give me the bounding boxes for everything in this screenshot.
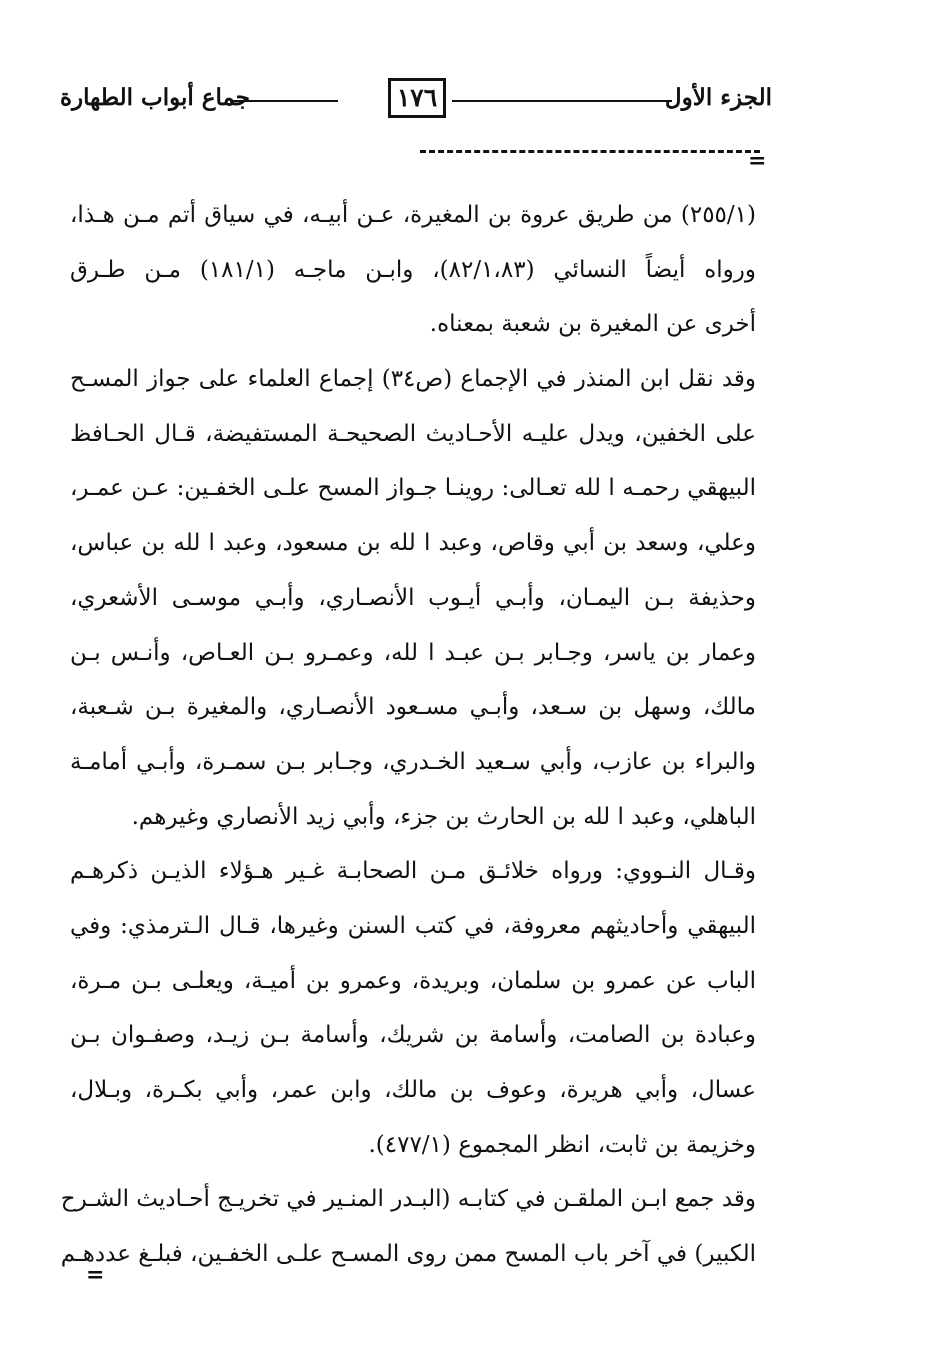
text-line: وعمار بن ياسر، وجـابر بـن عبـد ا لله، وعمـرو بـن العـاص، وأنـس بـن [70, 639, 756, 666]
header-rule-right [452, 100, 672, 102]
text-line: وخزيمة بن ثابت، انظر المجموع (٤٧٧/١). [368, 1131, 756, 1158]
text-line: البيهقي وأحاديثهم معروفة، في كتب السنن وغيرها، قـال الـترمذي: وفي [70, 912, 756, 939]
text-line: عسال، وأبي هريرة، وعوف بن مالك، وابن عمر، وأبي بكـرة، وبـلال، [70, 1077, 756, 1103]
text-line: ورواه أيضاً النسائي (٨٢/١،٨٣)، وابـن ماجـه (١٨١/١) مـن طـرق [70, 256, 756, 283]
section-title: جماع أبواب الطهارة [60, 84, 251, 111]
text-line: الباب عن عمرو بن سلمان، وبريدة، وعمرو بن أميـة، ويعلـى بـن مـرة، [70, 967, 756, 994]
volume-title: الجزء الأول [664, 84, 772, 111]
text-line: وقـال النـووي: ورواه خلائـق مـن الصحابـة غـير هـؤلاء الذيـن ذكرهـم [70, 858, 756, 885]
text-line: وعلي، وسعد بن أبي وقاص، وعبد ا لله بن مسعود، وعبد ا لله بن عباس، [70, 530, 756, 557]
page-header [60, 78, 772, 128]
text-line: الكبير) في آخر باب المسح ممن روى المسـح علـى الخفـين، فبلـغ عددهـم [60, 1241, 756, 1268]
text-line: وقد جمع ابـن الملقـن في كتابـه (البـدر المنـير في تخريـج أحـاديث الشـرح [60, 1186, 756, 1213]
page-number: ١٧٦ [388, 78, 446, 118]
text-line: مالك، وسهل بن سـعد، وأبـي مسـعود الأنصـاري، والمغيرة بـن شـعبة، [70, 694, 756, 721]
footnote-separator [420, 150, 760, 153]
text-line: وحذيفة بـن اليمـان، وأبـي أيـوب الأنصـاري، وأبـي موسـى الأشعري، [70, 584, 756, 611]
text-line: على الخفين، ويدل عليـه الأحـاديث الصحيحـة المستفيضة، قـال الحـافظ [70, 420, 756, 447]
footnote-text [60, 188, 757, 1288]
text-line: البيهقي رحمـه ا لله تعـالى: روينـا جـواز المسح علـى الخفـين: عـن عمـر، [70, 475, 756, 502]
text-line: أخرى عن المغيرة بن شعبة بمعناه. [429, 311, 756, 338]
text-line: (٢٥٥/١) من طريق عروة بن المغيرة، عـن أبيـه، في سياق أتم مـن هـذا، [70, 202, 756, 228]
text-line: وقد نقل ابن المنذر في الإجماع (ص٣٤) إجماع العلماء على جواز المسـح [70, 366, 757, 393]
text-line: الباهلي، وعبد ا لله بن الحارث بن جزء، وأبي زيد الأنصاري وغيرهم. [131, 803, 756, 830]
continuation-mark-bottom: = [86, 1262, 105, 1288]
text-line: وعبادة بن الصامت، وأسامة بن شريك، وأسامة بـن زيـد، وصفـوان بـن [70, 1022, 756, 1049]
continuation-mark-top: = [748, 148, 767, 174]
text-line: والبراء بن عازب، وأبي سـعيد الخـدري، وجـابر بـن سمـرة، وأبـي أمامـة [70, 748, 756, 775]
